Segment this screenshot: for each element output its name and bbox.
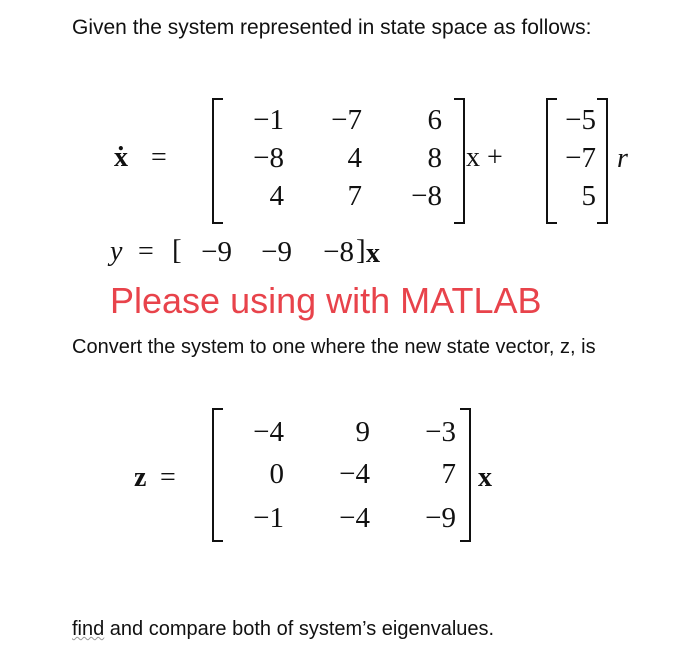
find-rest: and compare both of system’s eigenvalues.	[104, 618, 495, 640]
x-vector-symbol: x	[478, 462, 492, 493]
matrix-cell: −7	[331, 104, 362, 136]
matrix-cell: 7	[441, 458, 456, 490]
right-bracket: ]	[356, 234, 366, 266]
matrix-cell: −4	[339, 502, 370, 534]
x-dot-symbol: ẋ	[114, 142, 128, 173]
x-plus-term: x +	[466, 142, 503, 173]
matlab-instruction: Please using with MATLAB	[110, 280, 542, 321]
intro-text: Given the system represented in state space as follows:	[72, 16, 592, 39]
matrix-cell: −8	[411, 180, 442, 212]
matrix-cell: −7	[565, 142, 596, 174]
matrix-cell: 0	[269, 458, 284, 490]
equals-sign: =	[138, 236, 154, 267]
matrix-cell: −9	[425, 502, 456, 534]
matrix-cell: 9	[355, 416, 370, 448]
matrix-cell: 6	[427, 104, 442, 136]
matrix-a-right-bracket	[454, 98, 465, 224]
matrix-cell: 4	[269, 180, 284, 212]
matrix-cell: −3	[425, 416, 456, 448]
matrix-cell: −5	[565, 104, 596, 136]
r-input-symbol: r	[617, 143, 628, 174]
convert-text: Convert the system to one where the new state vector, z, is	[72, 336, 596, 358]
matrix-cell: −4	[253, 416, 284, 448]
left-bracket: [	[172, 234, 182, 266]
matrix-cell: −8	[253, 142, 284, 174]
matrix-cell: −1	[253, 104, 284, 136]
matrix-b-right-bracket	[597, 98, 608, 224]
y-symbol: y	[110, 236, 123, 267]
matrix-cell: 8	[427, 142, 442, 174]
matrix-cell: −9	[261, 236, 292, 268]
matrix-cell: −9	[201, 236, 232, 268]
matrix-cell: 4	[347, 142, 362, 174]
matrix-cell: −8	[323, 236, 354, 268]
z-symbol: z	[134, 462, 147, 493]
matrix-cell: 7	[347, 180, 362, 212]
find-text	[72, 618, 494, 641]
matrix-cell: −1	[253, 502, 284, 534]
find-word: find	[72, 618, 105, 640]
equals-sign: =	[160, 462, 176, 493]
equals-sign: =	[151, 142, 167, 173]
matrix-p-right-bracket	[460, 408, 471, 542]
x-vector-symbol: x	[366, 238, 380, 269]
matrix-cell: −4	[339, 458, 370, 490]
matrix-cell: 5	[581, 180, 596, 212]
